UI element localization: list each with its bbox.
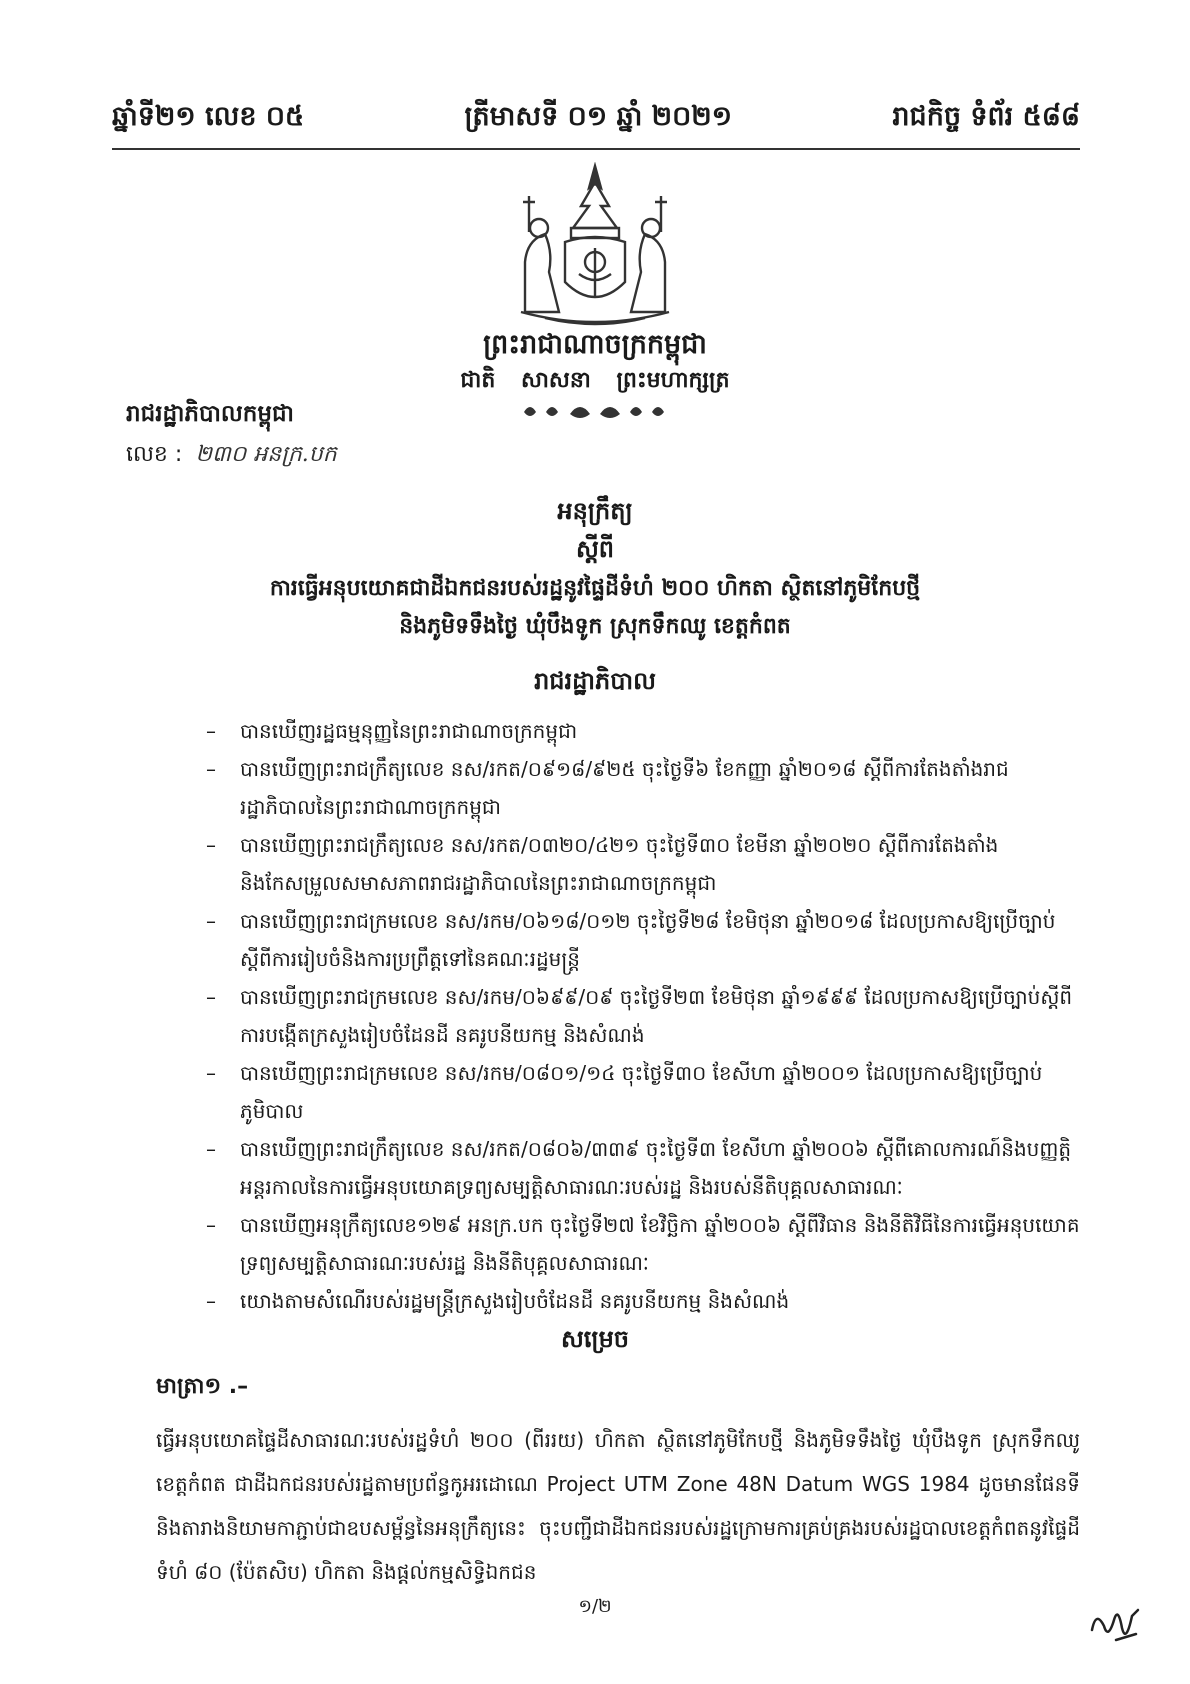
list-item: – យោងតាមសំណើរបស់រដ្ឋមន្ត្រីក្រសួងរៀបចំដែនដី នគរូបនីយកម្ម និងសំណង់ — [200, 1282, 1080, 1320]
document-title-line-2: និងភូមិទទឹងថ្ងៃ ឃុំបឹងទូក ស្រុកទឹកឈូ ខេត្តកំពត — [399, 614, 791, 639]
article-1-body: ធ្វើអនុបយោគផ្ទៃដីសាធារណៈរបស់រដ្ឋទំហំ ២០០ (ពីររយ) ហិកតា ស្ថិតនៅភូមិកែបថ្មី និងភូមិទទឹងថ្ងៃ ឃុំបឹងទូក ស្រុកទឹកឈូ ខេត្តកំពត ជាដីឯកជនរបស់រដ្ឋតាមប្រព័ន្ធកូអរដោណេ Project UTM Zone 48N Datum WGS 1984 ដូចមានផែនទី និងតារាងនិយាមកាភ្ជាប់ជាឧបសម្ព័ន្ធនៃអនុក្រឹត្យនេះ ចុះបញ្ជីជាដីឯកជនរបស់រដ្ឋក្រោមការគ្រប់គ្រងរបស់រដ្ឋបាលខេត្តកំពតនូវផ្ទៃដី ទំហំ ៨០ (ប៉ែតសិប) ហិកតា និងផ្ដល់កម្មសិទ្ធិឯកជន — [156, 1428, 1080, 1584]
bullet-dash: – — [206, 757, 216, 781]
document-title-line-1: ការធ្វើអនុបយោគជាដីឯកជនរបស់រដ្ឋនូវផ្ទៃដីទំហំ ២០០ ហិកតា ស្ថិតនៅភូមិកែបថ្មី — [269, 576, 921, 601]
header-page: រាជកិច្ច ទំព័រ ៥៨៨ — [892, 100, 1080, 132]
bullet-dash: – — [206, 1137, 216, 1161]
header-year-issue: ឆ្នាំទី២១ លេខ ០៥ — [112, 100, 305, 132]
bullet-dash: – — [206, 719, 216, 743]
gazette-header — [112, 96, 1080, 142]
document-type: អនុក្រឹត្យ — [557, 497, 633, 525]
document-number — [126, 440, 337, 472]
bullet-dash: – — [206, 1289, 216, 1313]
royal-coat-of-arms-icon — [505, 162, 685, 327]
document-about: ស្ដីពី — [575, 535, 615, 563]
bullet-dash: – — [206, 1061, 216, 1085]
government-name: រាជរដ្ឋាភិបាលកម្ពុជា — [126, 401, 294, 427]
list-item: – បានឃើញព្រះរាជក្រឹត្យលេខ នស/រកត/០៣២០/៤២១ ចុះថ្ងៃទី៣០ ខែមីនា ឆ្នាំ២០២០ ស្ដីពីការតែងតាំងនិងកែសម្រួលសមាសភាពរាជរដ្ឋាភិបាលនៃព្រះរាជាណាចក្រកម្ពុជា — [200, 826, 1080, 902]
list-item: – បានឃើញព្រះរាជក្រមលេខ នស/រកម/០៦១៨/០១២ ចុះថ្ងៃទី២៨ ខែមិថុនា ឆ្នាំ២០១៨ ដែលប្រកាសឱ្យប្រើច្បាប់ស្ដីពីការរៀបចំនិងការប្រព្រឹត្តទៅនៃគណៈរដ្ឋមន្ត្រី — [200, 902, 1080, 978]
issuer-heading: រាជរដ្ឋាភិបាល — [534, 667, 656, 695]
legal-references-list — [200, 712, 1080, 1320]
ornament-divider-icon — [520, 400, 670, 422]
header-divider — [112, 148, 1080, 150]
document-number-value: ២៣០ អនក្រ.បក — [195, 442, 337, 467]
national-motto: ជាតិ សាសនា ព្រះមហាក្សត្រ — [460, 368, 730, 393]
bullet-dash: – — [206, 833, 216, 857]
list-item: – បានឃើញព្រះរាជក្រមលេខ នស/រកម/០៨០១/១៤ ចុះថ្ងៃទី៣០ ខែសីហា ឆ្នាំ២០០១ ដែលប្រកាសឱ្យប្រើច្បាប់ភូមិបាល — [200, 1054, 1080, 1130]
list-item: – បានឃើញអនុក្រឹត្យលេខ១២៩ អនក្រ.បក ចុះថ្ងៃទី២៧ ខែវិច្ឆិកា ឆ្នាំ២០០៦ ស្ដីពីវិធាន និងនីតិវិធីនៃការធ្វើអនុបយោគទ្រព្យសម្បត្តិសាធារណៈរបស់រដ្ឋ និងនីតិបុគ្គលសាធារណៈ — [200, 1206, 1080, 1282]
handwritten-signature-icon — [1086, 1600, 1146, 1650]
bullet-dash: – — [206, 1213, 216, 1237]
article-1-heading: មាត្រា១ .– — [156, 1374, 249, 1399]
list-item: – បានឃើញព្រះរាជក្រមលេខ នស/រកម/០៦៩៩/០៩ ចុះថ្ងៃទី២៣ ខែមិថុនា ឆ្នាំ១៩៩៩ ដែលប្រកាសឱ្យប្រើច្បាប់ស្ដីពីការបង្កើតក្រសួងរៀបចំដែនដី នគរូបនីយកម្ម និងសំណង់ — [200, 978, 1080, 1054]
kingdom-title: ព្រះរាជាណាចក្រកម្ពុជា — [483, 329, 707, 360]
list-item: – បានឃើញព្រះរាជក្រឹត្យលេខ នស/រកត/០៨០៦/៣៣៩ ចុះថ្ងៃទី៣ ខែសីហា ឆ្នាំ២០០៦ ស្ដីពីគោលការណ៍និងបញ្ញត្តិអន្តរកាលនៃការធ្វើអនុបយោគទ្រព្យសម្បត្តិសាធារណៈរបស់រដ្ឋ និងរបស់នីតិបុគ្គលសាធារណៈ — [200, 1130, 1080, 1206]
bullet-dash: – — [206, 985, 216, 1009]
list-item: – បានឃើញព្រះរាជក្រឹត្យលេខ នស/រកត/០៩១៨/៩២៥ ចុះថ្ងៃទី៦ ខែកញ្ញា ឆ្នាំ២០១៨ ស្ដីពីការតែងតាំងរាជរដ្ឋាភិបាលនៃព្រះរាជាណាចក្រកម្ពុជា — [200, 750, 1080, 826]
decision-heading: សម្រេច — [560, 1325, 630, 1353]
header-quarter: ត្រីមាសទី ០១ ឆ្នាំ ២០២១ — [464, 100, 733, 132]
page-number: ១/២ — [578, 1596, 612, 1617]
list-item: – បានឃើញរដ្ឋធម្មនុញ្ញនៃព្រះរាជាណាចក្រកម្ពុជា — [200, 712, 1080, 750]
bullet-dash: – — [206, 909, 216, 933]
document-number-label: លេខ : — [126, 442, 183, 467]
